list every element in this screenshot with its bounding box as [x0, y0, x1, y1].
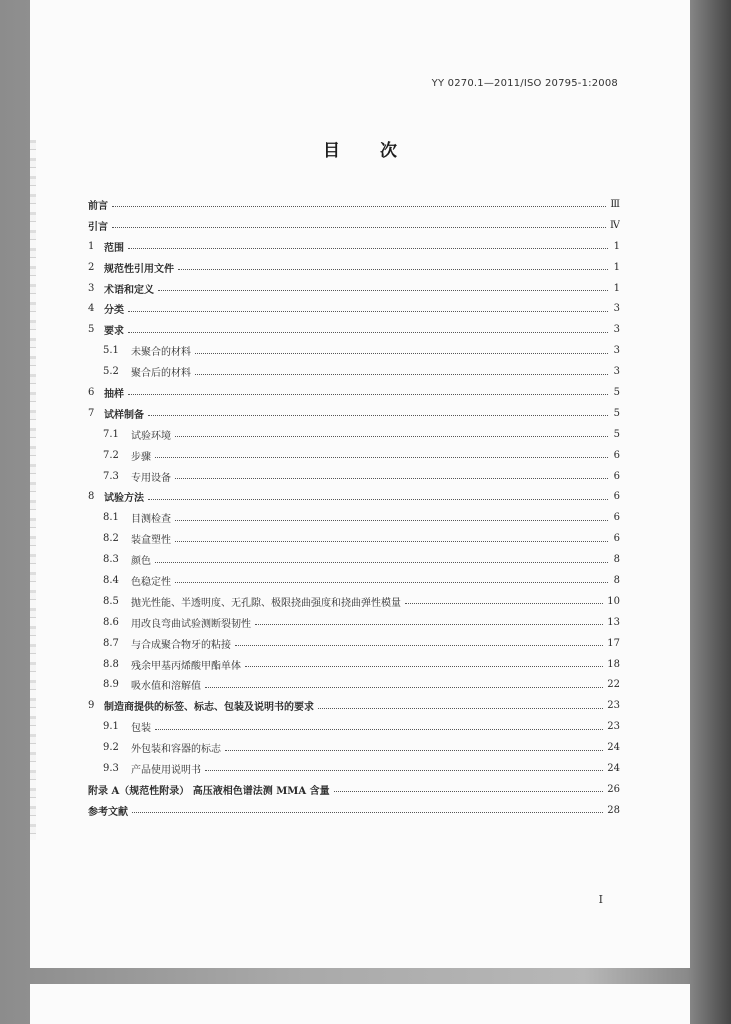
toc-entry[interactable] — [88, 570, 620, 591]
toc-entry-page: 8 — [613, 574, 620, 586]
toc-entry-label: 规范性引用文件 — [104, 263, 174, 275]
toc-leader-dots — [128, 247, 608, 249]
toc-entry-page: 5 — [613, 407, 620, 419]
toc-entry-label: 范围 — [104, 242, 124, 254]
toc-entry[interactable] — [88, 382, 620, 403]
toc-leader-dots — [205, 686, 603, 688]
toc-entry-label: 试验方法 — [104, 493, 144, 505]
toc-entry-label: 附录 A（规范性附录） 高压液相色谱法测 MMA 含量 — [88, 785, 330, 797]
toc-entry-page: 5 — [613, 386, 620, 398]
toc-entry[interactable] — [88, 403, 620, 424]
toc-leader-dots — [255, 623, 603, 625]
toc-leader-dots — [235, 644, 603, 646]
toc-entry-label: 颜色 — [131, 556, 151, 568]
toc-entry-page: 1 — [613, 282, 620, 294]
toc-entry[interactable] — [88, 674, 620, 695]
standard-code: YY 0270.1—2011/ISO 20795-1:2008 — [431, 78, 618, 89]
toc-entry-page: 26 — [607, 783, 620, 795]
toc-entry-number: 9.2 — [103, 742, 119, 754]
toc-entry[interactable] — [88, 257, 620, 278]
toc-leader-dots — [128, 310, 608, 312]
toc-entry-number: 8 — [88, 491, 95, 503]
toc-entry-page: 18 — [607, 658, 620, 670]
toc-leader-dots — [175, 540, 608, 542]
toc-entry[interactable] — [88, 695, 620, 716]
toc-entry[interactable] — [88, 486, 620, 507]
toc-entry-number: 8.8 — [103, 658, 119, 670]
toc-entry-page: Ⅳ — [610, 219, 620, 231]
toc-leader-dots — [334, 790, 604, 792]
toc-entry-label: 参考文献 — [88, 806, 128, 818]
toc-entry-label: 色稳定性 — [131, 576, 171, 588]
toc-entry[interactable] — [88, 319, 620, 340]
toc-entry[interactable] — [88, 278, 620, 299]
toc-entry-label: 试验环境 — [131, 430, 171, 442]
toc-entry-label: 目测检查 — [131, 514, 171, 526]
toc-leader-dots — [205, 769, 603, 771]
toc-entry-number: 1 — [88, 240, 95, 252]
toc-entry-number: 7.3 — [103, 470, 119, 482]
page-number: I — [598, 893, 603, 906]
next-page-edge — [30, 984, 690, 1024]
toc-entry[interactable] — [88, 424, 620, 445]
toc-entry-number: 8.3 — [103, 554, 119, 566]
toc-entry-label: 抽样 — [104, 388, 124, 400]
toc-entry-number: 2 — [88, 261, 95, 273]
toc-entry[interactable] — [88, 194, 620, 215]
toc-entry-page: 6 — [613, 512, 620, 524]
toc-entry[interactable] — [88, 236, 620, 257]
toc-entry-label: 外包装和容器的标志 — [131, 744, 221, 756]
toc-entry-page: 3 — [613, 366, 620, 378]
toc-entry-number: 8.6 — [103, 616, 119, 628]
toc-entry-number: 6 — [88, 386, 95, 398]
toc-entry-label: 聚合后的材料 — [131, 368, 191, 380]
toc-entry-label: 装盒塑性 — [131, 535, 171, 547]
toc-entry-number: 8.2 — [103, 533, 119, 545]
toc-entry-page: 13 — [607, 616, 620, 628]
toc-entry-label: 分类 — [104, 305, 124, 317]
toc-entry[interactable] — [88, 507, 620, 528]
toc-leader-dots — [112, 205, 606, 207]
toc-entry-page: 6 — [613, 491, 620, 503]
toc-leader-dots — [245, 665, 603, 667]
document-page — [30, 0, 690, 968]
toc-entry-page: 6 — [613, 449, 620, 461]
toc-entry-page: 17 — [607, 637, 620, 649]
toc-leader-dots — [128, 331, 608, 333]
toc-entry-number: 7.1 — [103, 428, 119, 440]
toc-entry-label: 用改良弯曲试验测断裂韧性 — [131, 618, 251, 630]
toc-entry[interactable] — [88, 549, 620, 570]
toc-entry-page: 8 — [613, 554, 620, 566]
toc-leader-dots — [175, 581, 608, 583]
toc-entry[interactable] — [88, 298, 620, 319]
toc-leader-dots — [128, 393, 608, 395]
toc-entry-label: 步骤 — [131, 451, 151, 463]
toc-entry-label: 包装 — [131, 723, 151, 735]
toc-entry[interactable] — [88, 445, 620, 466]
toc-leader-dots — [175, 477, 608, 479]
toc-entry-number: 9.1 — [103, 721, 119, 733]
toc-entry-label: 要求 — [104, 326, 124, 338]
toc-entry-label: 制造商提供的标签、标志、包装及说明书的要求 — [104, 702, 314, 714]
toc-entry-number: 8.5 — [103, 595, 119, 607]
toc-entry-number: 8.1 — [103, 512, 119, 524]
toc-entry-number: 9.3 — [103, 762, 119, 774]
toc-entry-page: 28 — [607, 804, 620, 816]
toc-leader-dots — [148, 498, 608, 500]
toc-leader-dots — [112, 226, 606, 228]
toc-entry-number: 8.4 — [103, 574, 119, 586]
toc-entry-number: 5.2 — [103, 366, 119, 378]
toc-entry-page: 1 — [613, 240, 620, 252]
toc-leader-dots — [175, 519, 608, 521]
toc-entry-page: 24 — [607, 762, 620, 774]
toc-title: 目次 — [323, 141, 437, 161]
toc-entry-number: 4 — [88, 303, 95, 315]
toc-entry-page: 10 — [607, 595, 620, 607]
toc-entry[interactable] — [88, 591, 620, 612]
table-of-contents — [88, 194, 620, 821]
toc-entry-page: Ⅲ — [610, 198, 620, 210]
toc-entry-page: 5 — [613, 428, 620, 440]
toc-leader-dots — [148, 414, 608, 416]
toc-entry[interactable] — [88, 716, 620, 737]
toc-entry-page: 23 — [607, 700, 620, 712]
toc-entry-page: 23 — [607, 721, 620, 733]
toc-entry[interactable] — [88, 737, 620, 758]
toc-entry-label: 专用设备 — [131, 472, 171, 484]
toc-entry[interactable] — [88, 779, 620, 800]
toc-entry-label: 前言 — [88, 200, 108, 212]
scan-artifact-edge — [30, 140, 36, 840]
toc-leader-dots — [132, 811, 603, 813]
toc-entry-page: 22 — [607, 679, 620, 691]
toc-entry[interactable] — [88, 758, 620, 779]
toc-leader-dots — [178, 268, 608, 270]
toc-entry-label: 未聚合的材料 — [131, 347, 191, 359]
toc-entry-page: 3 — [613, 303, 620, 315]
toc-entry-label: 术语和定义 — [104, 284, 154, 296]
toc-entry-label: 吸水值和溶解值 — [131, 681, 201, 693]
toc-entry-number: 9 — [88, 700, 95, 712]
toc-entry-page: 3 — [613, 345, 620, 357]
toc-entry-page: 6 — [613, 533, 620, 545]
toc-leader-dots — [175, 435, 608, 437]
toc-entry-label: 引言 — [88, 221, 108, 233]
toc-leader-dots — [225, 749, 603, 751]
toc-entry-page: 3 — [613, 324, 620, 336]
toc-entry[interactable] — [88, 466, 620, 487]
toc-entry-number: 7.2 — [103, 449, 119, 461]
toc-leader-dots — [405, 602, 603, 604]
toc-leader-dots — [318, 707, 603, 709]
toc-leader-dots — [158, 289, 608, 291]
toc-entry-page: 6 — [613, 470, 620, 482]
toc-entry[interactable] — [88, 340, 620, 361]
toc-entry-label: 与合成聚合物牙的粘接 — [131, 639, 231, 651]
toc-leader-dots — [155, 456, 608, 458]
toc-entry[interactable] — [88, 215, 620, 236]
toc-entry-number: 8.9 — [103, 679, 119, 691]
toc-entry-label: 抛光性能、半透明度、无孔隙、极限挠曲强度和挠曲弹性模量 — [131, 597, 401, 609]
toc-entry-label: 残余甲基丙烯酸甲酯单体 — [131, 660, 241, 672]
toc-entry[interactable] — [88, 612, 620, 633]
toc-entry-number: 5.1 — [103, 345, 119, 357]
toc-leader-dots — [195, 373, 608, 375]
toc-entry-page: 24 — [607, 742, 620, 754]
toc-entry[interactable] — [88, 528, 620, 549]
toc-entry-number: 7 — [88, 407, 95, 419]
toc-entry-page: 1 — [613, 261, 620, 273]
toc-leader-dots — [155, 561, 608, 563]
toc-entry[interactable] — [88, 800, 620, 821]
toc-entry-label: 试样制备 — [104, 409, 144, 421]
toc-entry[interactable] — [88, 633, 620, 654]
toc-leader-dots — [155, 728, 603, 730]
toc-entry-number: 8.7 — [103, 637, 119, 649]
toc-entry-label: 产品使用说明书 — [131, 764, 201, 776]
toc-leader-dots — [195, 352, 608, 354]
toc-entry[interactable] — [88, 361, 620, 382]
toc-entry[interactable] — [88, 654, 620, 675]
toc-entry-number: 3 — [88, 282, 95, 294]
toc-entry-number: 5 — [88, 324, 95, 336]
